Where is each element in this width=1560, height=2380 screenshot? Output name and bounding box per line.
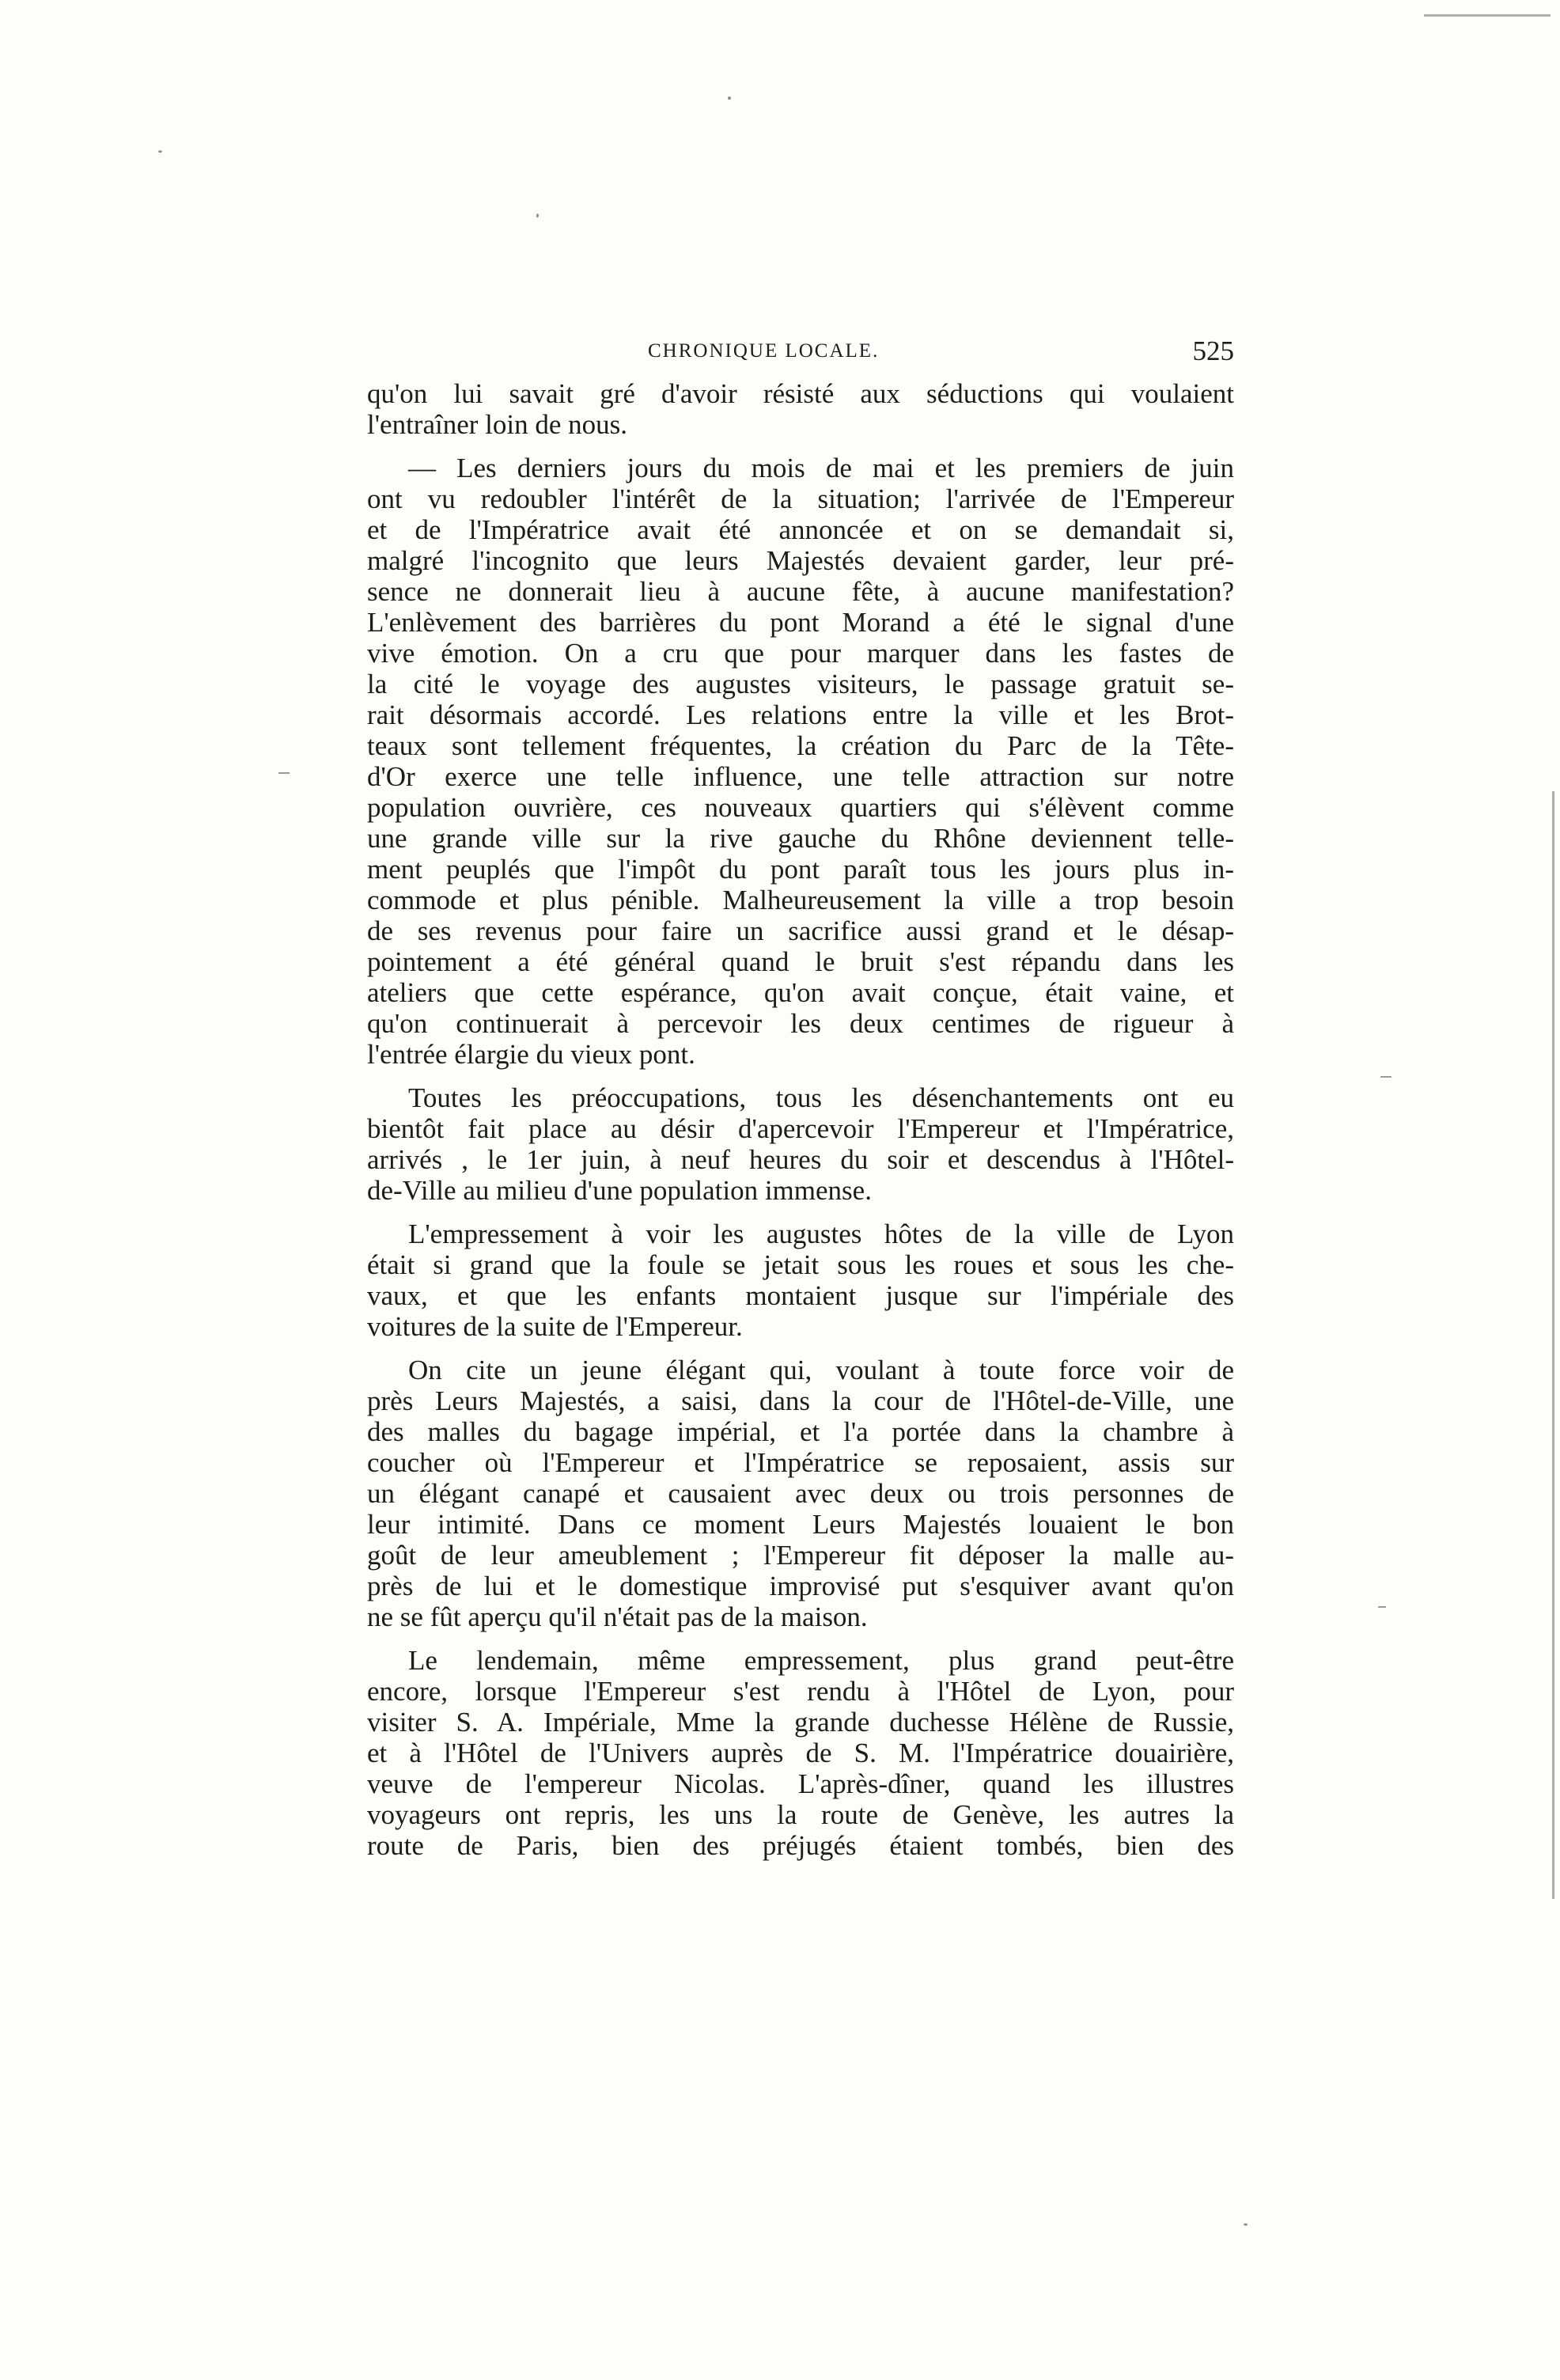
- text-line: un élégant canapé et causaient avec deux ou trois personnes de: [367, 1478, 1234, 1509]
- text-line: visiter S. A. Impériale, Mme la grande duchesse Hélène de Russie,: [367, 1707, 1234, 1738]
- text-line: de ses revenus pour faire un sacrifice aussi grand et le désap-: [367, 915, 1234, 946]
- text-line: près Leurs Majestés, a saisi, dans la cour de l'Hôtel-de-Ville, une: [367, 1385, 1234, 1416]
- text-line: route de Paris, bien des préjugés étaient tombés, bien des: [367, 1830, 1234, 1861]
- margin-dash: [1378, 1606, 1386, 1608]
- text-line: voitures de la suite de l'Empereur.: [367, 1311, 743, 1342]
- scan-speck: [1244, 2223, 1248, 2226]
- text-line: qu'on continuerait à percevoir les deux centimes de rigueur à: [367, 1008, 1234, 1039]
- text-line: ont vu redoubler l'intérêt de la situation; l'arrivée de l'Empereur: [367, 483, 1234, 514]
- paragraph: [367, 1082, 1234, 1206]
- text-line: vive émotion. On a cru que pour marquer dans les fastes de: [367, 638, 1234, 669]
- text-line: leur intimité. Dans ce moment Leurs Majestés louaient le bon: [367, 1509, 1234, 1540]
- text-line: des malles du bagage impérial, et l'a portée dans la chambre à: [367, 1416, 1234, 1447]
- text-line: près de lui et le domestique improvisé put s'esquiver avant qu'on: [367, 1571, 1234, 1601]
- text-line: commode et plus pénible. Malheureusement la ville a trop besoin: [367, 885, 1234, 915]
- text-line: — Les derniers jours du mois de mai et les premiers de juin: [408, 453, 1234, 483]
- scan-speck: [728, 97, 731, 100]
- text-line: sence ne donnerait lieu à aucune fête, à aucune manifestation?: [367, 576, 1234, 607]
- text-line: et de l'Impératrice avait été annoncée et on se demandait si,: [367, 514, 1234, 545]
- text-line: Le lendemain, même empressement, plus grand peut-être: [408, 1645, 1234, 1676]
- text-line: la cité le voyage des augustes visiteurs, le passage gratuit se-: [367, 669, 1234, 699]
- text-line: goût de leur ameublement ; l'Empereur fit déposer la malle au-: [367, 1540, 1234, 1571]
- text-line: L'enlèvement des barrières du pont Morand a été le signal d'une: [367, 607, 1234, 638]
- paragraph: [367, 1355, 1234, 1632]
- text-line: une grande ville sur la rive gauche du Rhône deviennent telle-: [367, 823, 1234, 854]
- text-line: coucher où l'Empereur et l'Impératrice se reposaient, assis sur: [367, 1447, 1234, 1478]
- text-line: ateliers que cette espérance, qu'on avait conçue, était vaine, et: [367, 977, 1234, 1008]
- text-line: teaux sont tellement fréquentes, la création du Parc de la Tête-: [367, 730, 1234, 761]
- text-line: vaux, et que les enfants montaient jusque sur l'impériale des: [367, 1280, 1234, 1311]
- running-head: CHRONIQUE LOCALE.: [648, 340, 880, 362]
- text-line: ne se fût aperçu qu'il n'était pas de la maison.: [367, 1601, 868, 1632]
- text-line: L'empressement à voir les augustes hôtes de la ville de Lyon: [408, 1218, 1234, 1249]
- scan-speck: [158, 150, 162, 153]
- text-line: arrivés , le 1er juin, à neuf heures du soir et descendus à l'Hôtel-: [367, 1144, 1234, 1175]
- text-line: voyageurs ont repris, les uns la route de Genève, les autres la: [367, 1799, 1234, 1830]
- paragraph: [367, 378, 1234, 440]
- text-line: pointement a été général quand le bruit s'est répandu dans les: [367, 946, 1234, 977]
- paragraph: [367, 453, 1234, 1070]
- margin-dash: [278, 772, 290, 774]
- text-line: qu'on lui savait gré d'avoir résisté aux séductions qui voulaient: [367, 378, 1234, 409]
- text-line: bientôt fait place au désir d'apercevoir l'Empereur et l'Impératrice,: [367, 1113, 1234, 1144]
- scan-edge-right: [1552, 791, 1554, 1899]
- text-line: veuve de l'empereur Nicolas. L'après-dîner, quand les illustres: [367, 1768, 1234, 1799]
- scan-speck: [536, 214, 539, 218]
- scan-edge-top-right: [1424, 14, 1551, 17]
- text-line: rait désormais accordé. Les relations entre la ville et les Brot-: [367, 699, 1234, 730]
- text-line: encore, lorsque l'Empereur s'est rendu à l'Hôtel de Lyon, pour: [367, 1676, 1234, 1707]
- margin-dash: [1380, 1076, 1392, 1078]
- text-line: de-Ville au milieu d'une population immense.: [367, 1175, 872, 1206]
- text-line: d'Or exerce une telle influence, une telle attraction sur notre: [367, 761, 1234, 792]
- text-line: ment peuplés que l'impôt du pont paraît tous les jours plus in-: [367, 854, 1234, 885]
- paragraph: [367, 1218, 1234, 1342]
- text-line: population ouvrière, ces nouveaux quartiers qui s'élèvent comme: [367, 792, 1234, 823]
- text-line: l'entraîner loin de nous.: [367, 409, 627, 440]
- text-line: l'entrée élargie du vieux pont.: [367, 1039, 695, 1070]
- body-text: [367, 378, 1234, 1861]
- text-line: Toutes les préoccupations, tous les désenchantements ont eu: [408, 1082, 1234, 1113]
- text-line: et à l'Hôtel de l'Univers auprès de S. M. l'Impératrice douairière,: [367, 1738, 1234, 1768]
- page-header: [367, 335, 1234, 370]
- paragraph: [367, 1645, 1234, 1861]
- text-line: était si grand que la foule se jetait sous les roues et sous les che-: [367, 1249, 1234, 1280]
- text-line: malgré l'incognito que leurs Majestés devaient garder, leur pré-: [367, 545, 1234, 576]
- page-number: 525: [1192, 335, 1234, 366]
- text-line: On cite un jeune élégant qui, voulant à toute force voir de: [408, 1355, 1234, 1385]
